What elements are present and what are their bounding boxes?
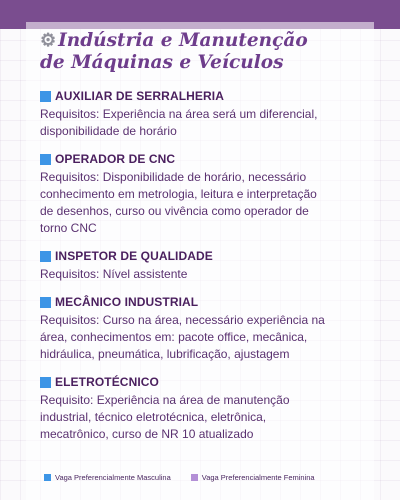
job-requirements-line: torno CNC xyxy=(40,221,97,235)
legend xyxy=(44,470,335,484)
job-requirements-line: Requisitos: Experiência na área será um diferencial, xyxy=(40,107,318,121)
job-requirements-line: Requisitos: Curso na área, necessário experiência na xyxy=(40,313,325,327)
male-preference-square-icon xyxy=(40,154,51,165)
job-requirements-line: de desenhos, curso ou vivência como operador de xyxy=(40,204,309,218)
female-swatch-icon xyxy=(191,474,198,481)
title-line-1 xyxy=(40,30,370,52)
job-item xyxy=(40,151,370,237)
legend-label-female: Vaga Preferencialmente Feminina xyxy=(201,472,315,482)
job-title: OPERADOR DE CNC xyxy=(55,152,176,166)
legend-item-male xyxy=(44,473,171,482)
job-title: MECÂNICO INDUSTRIAL xyxy=(55,295,199,309)
male-preference-square-icon xyxy=(40,297,51,308)
job-requirements-line: conhecimento em metrologia, leitura e interpretação xyxy=(40,187,317,201)
legend-label-male: Vaga Preferencialmente Masculina xyxy=(55,472,171,482)
job-requirements-line: área, conhecimentos em: pacote office, mecânica, xyxy=(40,330,308,344)
male-preference-square-icon xyxy=(40,377,51,388)
job-title: INSPETOR DE QUALIDADE xyxy=(55,249,213,263)
job-item xyxy=(40,374,370,443)
job-requirements-line: hidráulica, pneumática, lubrificação, ajustagem xyxy=(40,347,290,361)
page-title xyxy=(40,30,370,74)
job-list xyxy=(40,88,370,454)
gear-icon: ⚙ xyxy=(40,30,57,51)
job-title-row xyxy=(40,294,370,310)
job-title-row xyxy=(40,88,370,104)
legend-item-female xyxy=(191,473,315,482)
job-title: AUXILIAR DE SERRALHERIA xyxy=(55,89,224,103)
male-swatch-icon xyxy=(44,474,51,481)
job-requirements-line: Requisitos: Nível assistente xyxy=(40,267,188,281)
job-requirements-line: mecatrônico, curso de NR 10 atualizado xyxy=(40,427,254,441)
job-title-row xyxy=(40,248,370,264)
job-requirements-line: Requisito: Experiência na área de manutenção xyxy=(40,393,290,407)
title-text-1: Indústria e Manutenção xyxy=(58,30,308,51)
job-title: ELETROTÉCNICO xyxy=(55,375,159,389)
job-item xyxy=(40,248,370,283)
male-preference-square-icon xyxy=(40,91,51,102)
title-line-2: de Máquinas e Veículos xyxy=(40,52,284,73)
job-requirements-line: Requisitos: Disponibilidade de horário, necessário xyxy=(40,170,307,184)
male-preference-square-icon xyxy=(40,251,51,262)
job-item xyxy=(40,294,370,363)
job-requirements-line: disponibilidade de horário xyxy=(40,124,177,138)
job-title-row xyxy=(40,151,370,167)
job-title-row xyxy=(40,374,370,390)
job-item xyxy=(40,88,370,140)
job-requirements-line: industrial, técnico eletrotécnica, eletrônica, xyxy=(40,410,267,424)
